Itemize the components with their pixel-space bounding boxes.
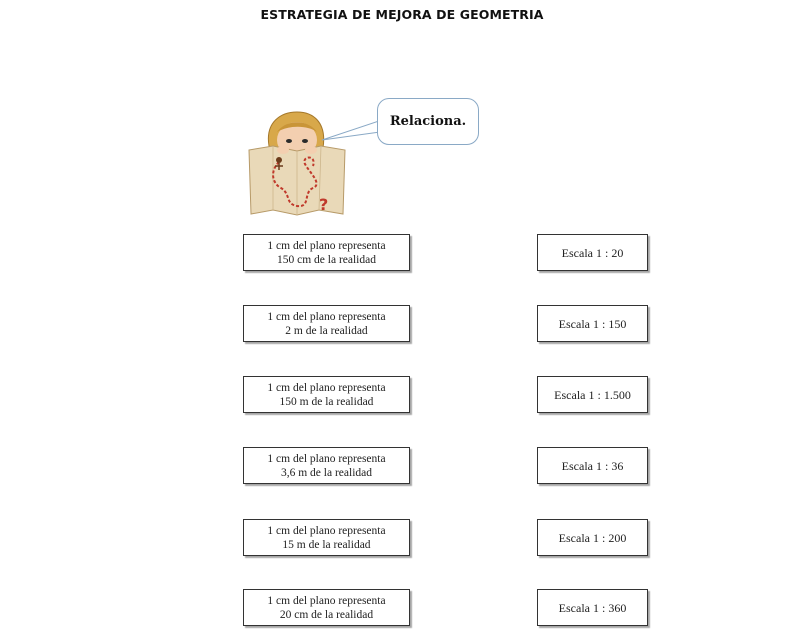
speech-bubble [377,98,479,145]
right-box-4: Escala 1 : 36 [537,447,648,484]
left-box-line2: 150 cm de la realidad [277,253,376,266]
left-box-5 [243,519,410,556]
left-box-line1: 1 cm del plano representa [267,594,386,607]
left-box-6 [243,589,410,626]
left-box-line2: 3,6 m de la realidad [280,466,372,479]
left-box-4 [243,447,410,484]
left-box-1 [243,234,410,271]
right-box-3: Escala 1 : 1.500 [537,376,648,413]
left-box-line2: 150 m de la realidad [279,395,374,408]
left-box-line2: 2 m de la realidad [285,324,368,337]
left-box-line1: 1 cm del plano representa [267,310,386,323]
speech-bubble-tail [320,116,382,146]
question-mark-icon: ? [319,195,329,214]
left-box-3 [243,376,410,413]
right-box-2: Escala 1 : 150 [537,305,648,342]
right-box-6: Escala 1 : 360 [537,589,648,626]
left-box-2 [243,305,410,342]
left-box-line1: 1 cm del plano representa [267,381,386,394]
left-box-line1: 1 cm del plano representa [267,524,386,537]
left-box-line1: 1 cm del plano representa [267,452,386,465]
right-box-5: Escala 1 : 200 [537,519,648,556]
left-box-line1: 1 cm del plano representa [267,239,386,252]
left-box-line2: 15 m de la realidad [282,538,371,551]
speech-bubble-text: Relaciona. [389,114,467,129]
left-box-line2: 20 cm de la realidad [279,608,374,621]
right-box-1: Escala 1 : 20 [537,234,648,271]
page-title: ESTRATEGIA DE MEJORA DE GEOMETRIA [260,7,544,22]
